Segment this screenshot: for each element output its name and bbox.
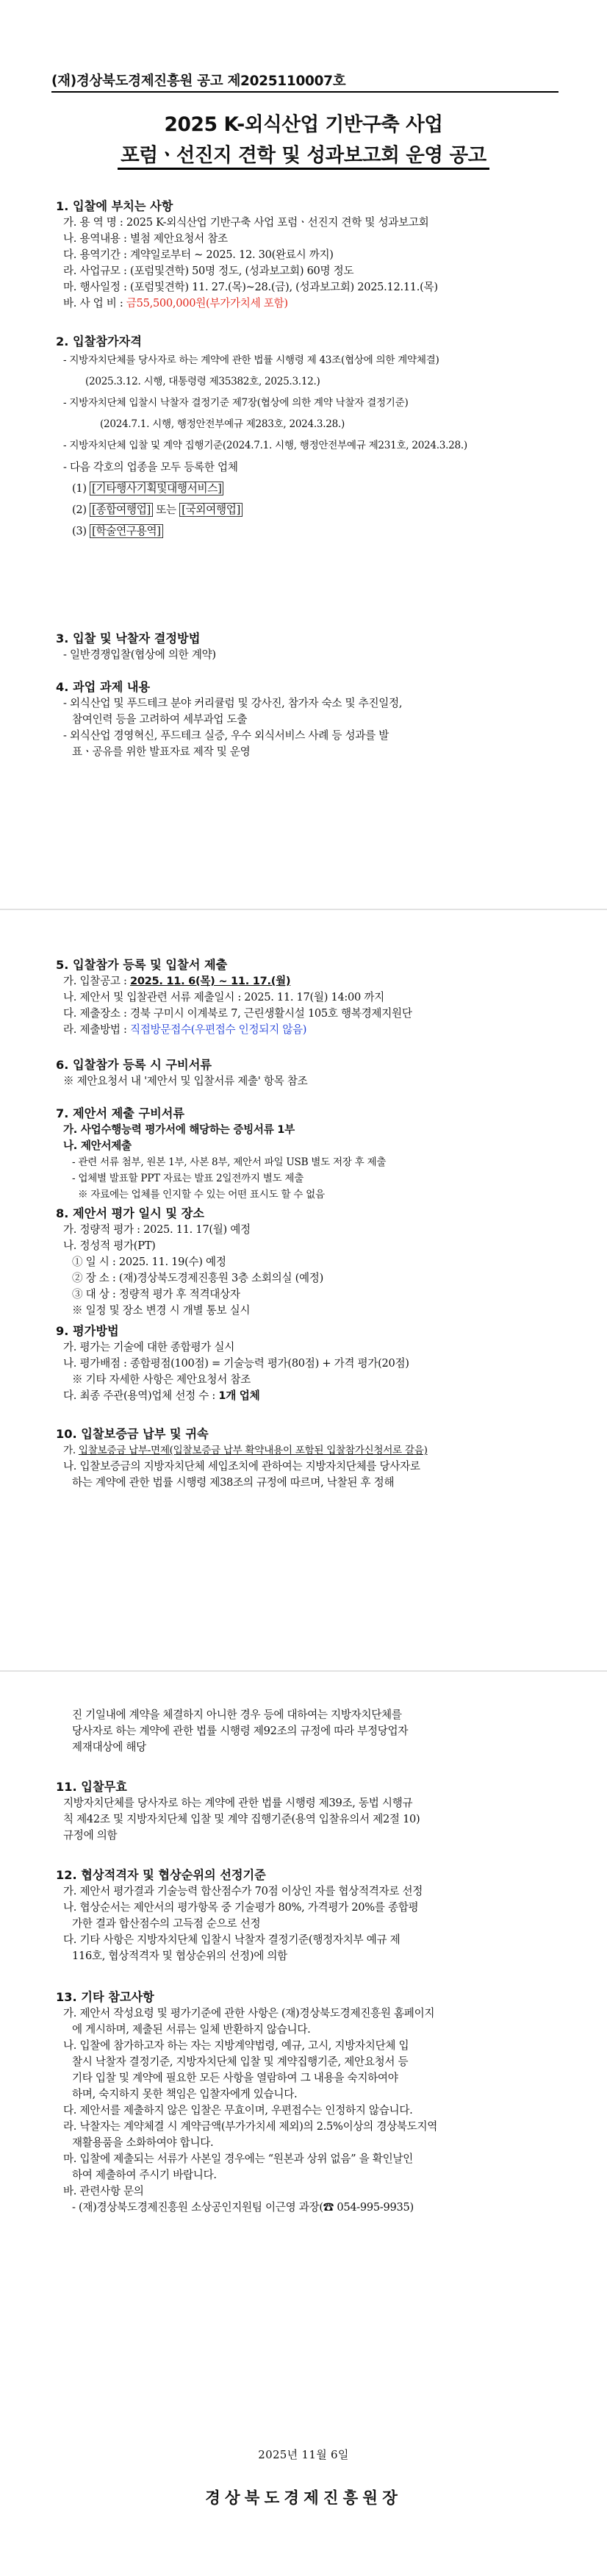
license-item: (3) [학술연구용역]	[56, 520, 563, 542]
section-8	[56, 1206, 563, 1319]
license-item: (2) [종합여행업] 또는 [국외여행업]	[56, 499, 563, 520]
list-item: 하며, 숙지하지 못한 책임은 입찰자에게 있습니다.	[72, 2088, 298, 2100]
section-heading: 3. 입찰 및 낙찰자 결정방법	[56, 632, 201, 645]
list-item: 나. 협상순서는 제안서의 평가항목 중 기술평가 80%, 가격평가 20%를 종합평	[63, 1901, 419, 1914]
list-item: - 지방자치단체 입찰시 낙찰자 결정기준 제7장(협상에 의한 계약 낙찰자 결정기준)	[63, 397, 409, 409]
list-item: - 외식산업 및 푸드테크 분야 커리큘럼 및 강사진, 참가자 숙소 및 추진일정,	[63, 697, 403, 709]
list-item: 진 기일내에 계약을 체결하지 아니한 경우 등에 대하여는 지방자치단체를	[72, 1709, 402, 1721]
list-item: 바. 관련사항 문의	[63, 2185, 144, 2197]
section-heading: 2. 입찰참가자격	[56, 334, 142, 348]
list-item: - 관련 서류 첨부, 원본 1부, 사본 8부, 제안서 파일 USB 별도 저장 후 제출	[72, 1156, 387, 1168]
list-item: 라. 사업규모 : (포럼및견학) 50명 정도, (성과보고회) 60명 정도	[63, 265, 354, 277]
list-item: 가. 입찰공고 : 2025. 11. 6(목) ~ 11. 17.(월)	[63, 975, 291, 987]
list-item: - 업체별 발표할 PPT 자료는 발표 2일전까지 별도 제출	[72, 1173, 304, 1184]
list-item: 116호, 협상적격자 및 협상순위의 선정)에 의함	[72, 1950, 287, 1962]
signature-date: 2025년 11월 6일	[258, 2448, 349, 2461]
list-item: 에 게시하며, 제출된 서류는 일체 반환하지 않습니다.	[72, 2023, 311, 2036]
list-item: 다. 제출장소 : 경북 구미시 이계북로 7, 근린생활시설 105호 행복경제지원단	[63, 1007, 412, 1020]
list-item: 가한 결과 합산점수의 고득점 순으로 선정	[72, 1917, 261, 1930]
list-item: ※ 제안요청서 내 '제안서 및 입찰서류 제출' 항목 참조	[63, 1075, 308, 1087]
section-heading: 5. 입찰참가 등록 및 입찰서 제출	[56, 958, 228, 972]
section-11	[56, 1779, 563, 1844]
list-item: 나. 평가배점 : 종합평점(100점) = 기술능력 평가(80점) + 가격 평가(20점)	[63, 1357, 409, 1370]
contact-line: - (재)경상북도경제진흥원 소상공인지원팀 이근영 과장(☎ 054-995-9935)	[72, 2201, 414, 2214]
section-heading: 1. 입찰에 부치는 사항	[56, 199, 173, 213]
list-item: ③ 대 상 : 정량적 평가 후 적격대상자	[72, 1288, 240, 1300]
section-heading: 7. 제안서 제출 구비서류	[56, 1106, 185, 1120]
list-item: - 외식산업 경영혁신, 푸드테크 실증, 우수 외식서비스 사례 등 성과를 발	[63, 729, 389, 742]
list-item: 제재대상에 해당	[72, 1741, 146, 1753]
notice-divider	[51, 91, 558, 93]
list-item: 나. 제안서제출	[63, 1139, 132, 1152]
budget-amount: 금55,500,000원(부가가치세 포함)	[126, 297, 288, 310]
document-subtitle: 포럼ㆍ선진지 견학 및 성과보고회 운영 공고	[0, 139, 607, 168]
signature-organization: 경상북도경제진흥원장	[205, 2489, 402, 2508]
section-13	[56, 1989, 563, 2216]
list-item: 규정에 의함	[63, 1829, 118, 1842]
list-item: 당사자로 하는 계약에 관한 법률 시행령 제92조의 규정에 따라 부정당업자	[72, 1725, 409, 1737]
section-9	[56, 1323, 563, 1404]
section-6	[56, 1057, 563, 1090]
list-item: ① 일 시 : 2025. 11. 19(수) 예정	[72, 1256, 226, 1268]
section-heading: 8. 제안서 평가 일시 및 장소	[56, 1206, 204, 1220]
section-heading: 6. 입찰참가 등록 시 구비서류	[56, 1058, 212, 1072]
section-10-continued	[56, 1707, 563, 1756]
list-item: 참여인력 등을 고려하여 세부과업 도출	[72, 713, 248, 726]
list-item: 하여 제출하여 주시기 바랍니다.	[72, 2169, 217, 2181]
list-item: 나. 용역내용 : 별첨 제안요청서 참조	[63, 232, 228, 245]
list-item: - 일반경쟁입찰(협상에 의한 계약)	[63, 648, 216, 661]
section-3	[56, 631, 563, 663]
list-item: 라. 제출방법 : 직접방문접수(우편접수 인정되지 않음)	[63, 1023, 307, 1036]
list-item: 가. 입찰보증금 납부-면제(입찰보증금 납부 확약내용이 포함된 입찰참가신청서로 갈음)	[63, 1445, 428, 1456]
list-item: 다. 용역기간 : 계약일로부터 ~ 2025. 12. 30(완료시 까지)	[63, 248, 334, 261]
list-item: 나. 제안서 및 입찰관련 서류 제출일시 : 2025. 11. 17(월) 14:00 까지	[63, 991, 384, 1003]
section-5	[56, 957, 563, 1038]
page-separator	[0, 1670, 607, 1672]
list-item: ※ 기타 자세한 사항은 제안요청서 참조	[72, 1373, 251, 1386]
list-item: - 다음 각호의 업종을 모두 등록한 업체	[63, 461, 238, 473]
list-item: - 지방자치단체를 당사자로 하는 계약에 관한 법률 시행령 제 43조(협상에 의한 계약체결)	[63, 354, 439, 366]
list-item: 나. 입찰에 참가하고자 하는 자는 지방계약법령, 예규, 고시, 지방자치단체 입	[63, 2039, 409, 2052]
list-item: 가. 정량적 평가 : 2025. 11. 17(월) 예정	[63, 1223, 251, 1236]
section-1	[56, 198, 563, 312]
list-item: ② 장 소 : (재)경상북도경제진흥원 3층 소회의실 (예정)	[72, 1272, 323, 1284]
section-4	[56, 679, 563, 760]
page-separator	[0, 909, 607, 910]
section-12	[56, 1867, 563, 1964]
list-item: 마. 행사일정 : (포럼및견학) 11. 27.(목)~28.(금), (성과보고회) 2025.12.11.(목)	[63, 281, 438, 293]
list-item: 가. 제안서 평가결과 기술능력 합산점수가 70점 이상인 자를 협상적격자로 선정	[63, 1885, 423, 1897]
notice-number: (재)경상북도경제진흥원 공고 제2025110007호	[51, 74, 346, 89]
list-item: 하는 계약에 관한 법률 시행령 제38조의 규정에 따르며, 낙찰된 후 정해	[72, 1476, 395, 1489]
list-item: 라. 낙찰자는 계약체결 시 계약금액(부가가치세 제외)의 2.5%이상의 경상북도지역	[63, 2120, 438, 2133]
list-item: 재활용품을 소화하여야 합니다.	[72, 2136, 214, 2149]
section-heading: 9. 평가방법	[56, 1324, 119, 1338]
budget-item: 바. 사 업 비 : 금55,500,000원(부가가치세 포함)	[63, 297, 288, 310]
section-heading: 13. 기타 참고사항	[56, 1990, 154, 2004]
list-item: 다. 기타 사항은 지방자치단체 입찰시 낙찰자 결정기준(행정자치부 예규 제	[63, 1933, 401, 1946]
list-item: (2024.7.1. 시행, 행정안전부예규 제283호, 2024.3.28.)	[100, 418, 345, 430]
list-item: 표ㆍ공유를 위한 발표자료 제작 및 운영	[72, 745, 251, 758]
list-item: 다. 제안서를 제출하지 않은 입찰은 무효이며, 우편접수는 인정하지 않습니다.	[63, 2104, 413, 2117]
section-7	[56, 1106, 563, 1203]
list-item: 기타 입찰 및 계약에 필요한 모든 사항을 열람하여 그 내용을 숙지하여야	[72, 2072, 398, 2084]
section-heading: 11. 입찰무효	[56, 1780, 127, 1794]
list-item: 가. 평가는 기술에 대한 종합평가 실시	[63, 1341, 234, 1353]
license-item: (1) [기타행사기획및대행서비스]	[56, 478, 563, 499]
list-item: 가. 용 역 명 : 2025 K-외식산업 기반구축 사업 포럼ㆍ선진지 견학 및 성과보고회	[63, 216, 429, 229]
list-item: 칙 제42조 및 지방자치단체 입찰 및 계약 집행기준(용역 입찰유의서 제2절 10)	[63, 1813, 420, 1825]
section-2	[56, 334, 563, 542]
list-item: 마. 입찰에 제출되는 서류가 사본일 경우에는 “원본과 상위 없음” 을 확인날인	[63, 2153, 413, 2165]
section-heading: 10. 입찰보증금 납부 및 귀속	[56, 1427, 209, 1441]
section-heading: 4. 과업 과제 내용	[56, 680, 151, 694]
list-item: 가. 사업수행능력 평가서에 해당하는 증빙서류 1부	[63, 1123, 295, 1136]
list-item: - 지방자치단체 입찰 및 계약 집행기준(2024.7.1. 시행, 행정안전부예규 제231호, 2024.3.28.)	[63, 440, 467, 451]
document-title: 2025 K-외식산업 기반구축 사업	[164, 113, 443, 136]
section-heading: 12. 협상적격자 및 협상순위의 선정기준	[56, 1868, 266, 1882]
list-item: 지방자치단체를 당사자로 하는 계약에 관한 법률 시행령 제39조, 동법 시행규	[63, 1797, 413, 1809]
list-item: 찰시 낙찰자 결정기준, 지방자치단체 입찰 및 계약집행기준, 제안요청서 등	[72, 2056, 409, 2068]
list-item: 나. 정성적 평가(PT)	[63, 1239, 156, 1252]
section-10	[56, 1426, 563, 1491]
list-item: 나. 입찰보증금의 지방자치단체 세입조치에 관하여는 지방자치단체를 당사자로	[63, 1460, 420, 1473]
list-item: 가. 제안서 작성요령 및 평가기준에 관한 사항은 (재)경상북도경제진흥원 홈페이지	[63, 2007, 435, 2019]
list-item: ※ 자료에는 업체를 인지할 수 있는 어떤 표시도 할 수 없음	[78, 1189, 325, 1201]
list-item: ※ 일정 및 장소 변경 시 개별 통보 실시	[72, 1304, 251, 1317]
list-item: (2025.3.12. 시행, 대통령령 제35382호, 2025.3.12.)	[85, 376, 320, 387]
list-item: 다. 최종 주관(용역)업체 선정 수 : 1개 업체	[63, 1389, 260, 1402]
